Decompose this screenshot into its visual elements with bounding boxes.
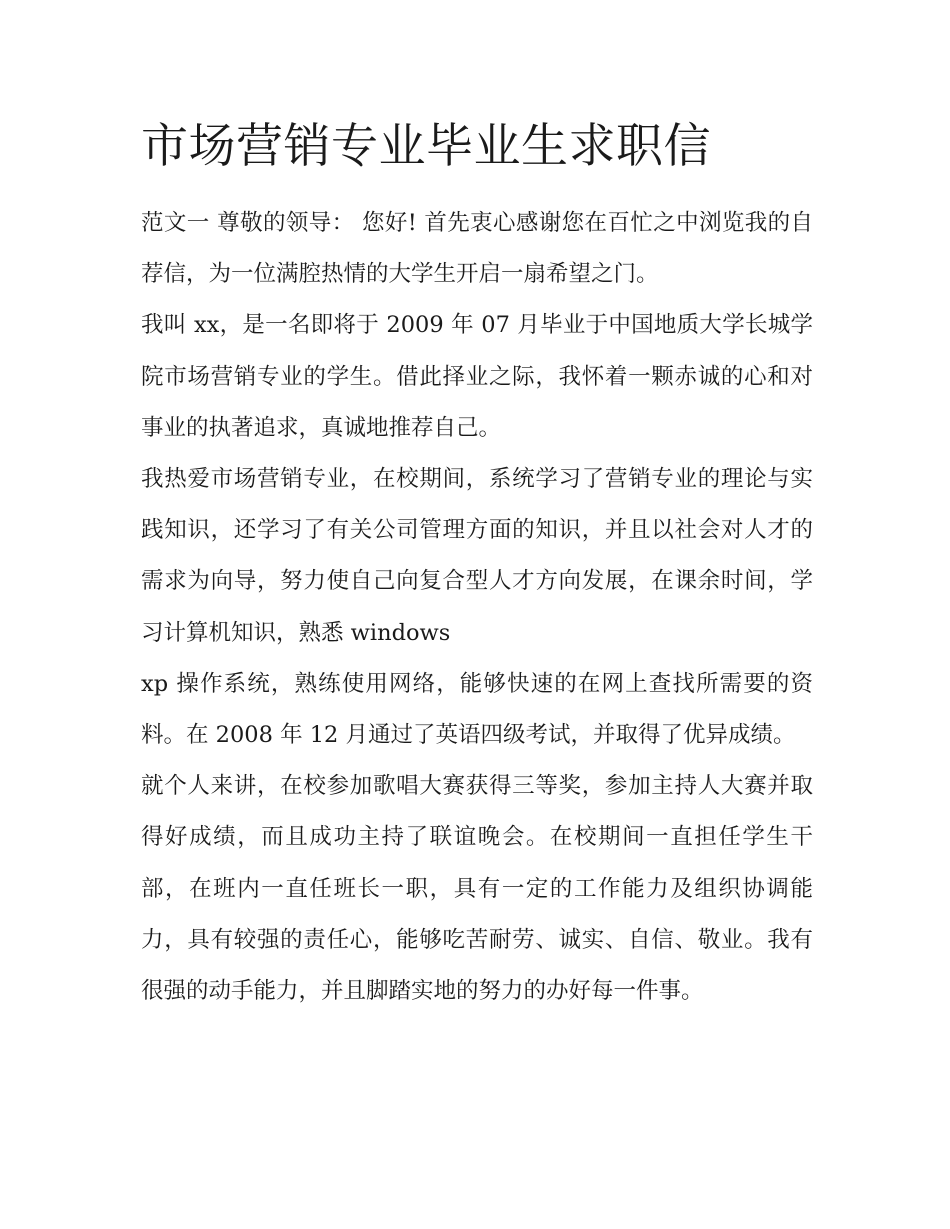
paragraph-studies: 我热爱市场营销专业，在校期间，系统学习了营销专业的理论与实践知识，还学习了有关公司管理方面的知识，并且以社会对人才的需求为向导，努力使自己向复合型人才方向发展，在课余时间，学习计算机知识，熟悉 windows — [141, 466, 813, 646]
paragraph-activities: 就个人来讲，在校参加歌唱大赛获得三等奖，参加主持人大赛并取得好成绩，而且成功主持了联谊晚会。在校期间一直担任学生干部，在班内一直任班长一职，具有一定的工作能力及组织协调能力，具有较强的责任心，能够吃苦耐劳、诚实、自信、敬业。我有很强的动手能力，并且脚踏实地的努力的办好每一件事。 — [141, 773, 813, 1005]
paragraph-introduction: 我叫 xx，是一名即将于 2009 年 07 月毕业于中国地质大学长城学院市场营销专业的学生。借此择业之际，我怀着一颗赤诚的心和对事业的执著追求，真诚地推荐自己。 — [141, 312, 813, 441]
paragraph-computer-skills: xp 操作系统，熟练使用网络，能够快速的在网上查找所需要的资料。在 2008 年 12 月通过了英语四级考试，并取得了优异成绩。 — [141, 670, 813, 749]
document-page — [141, 112, 813, 1017]
paragraph-greeting: 范文一 尊敬的领导： 您好! 首先衷心感谢您在百忙之中浏览我的自荐信，为一位满腔热情的大学生开启一扇希望之门。 — [141, 210, 813, 288]
document-title: 市场营销专业毕业生求职信 — [141, 119, 711, 174]
